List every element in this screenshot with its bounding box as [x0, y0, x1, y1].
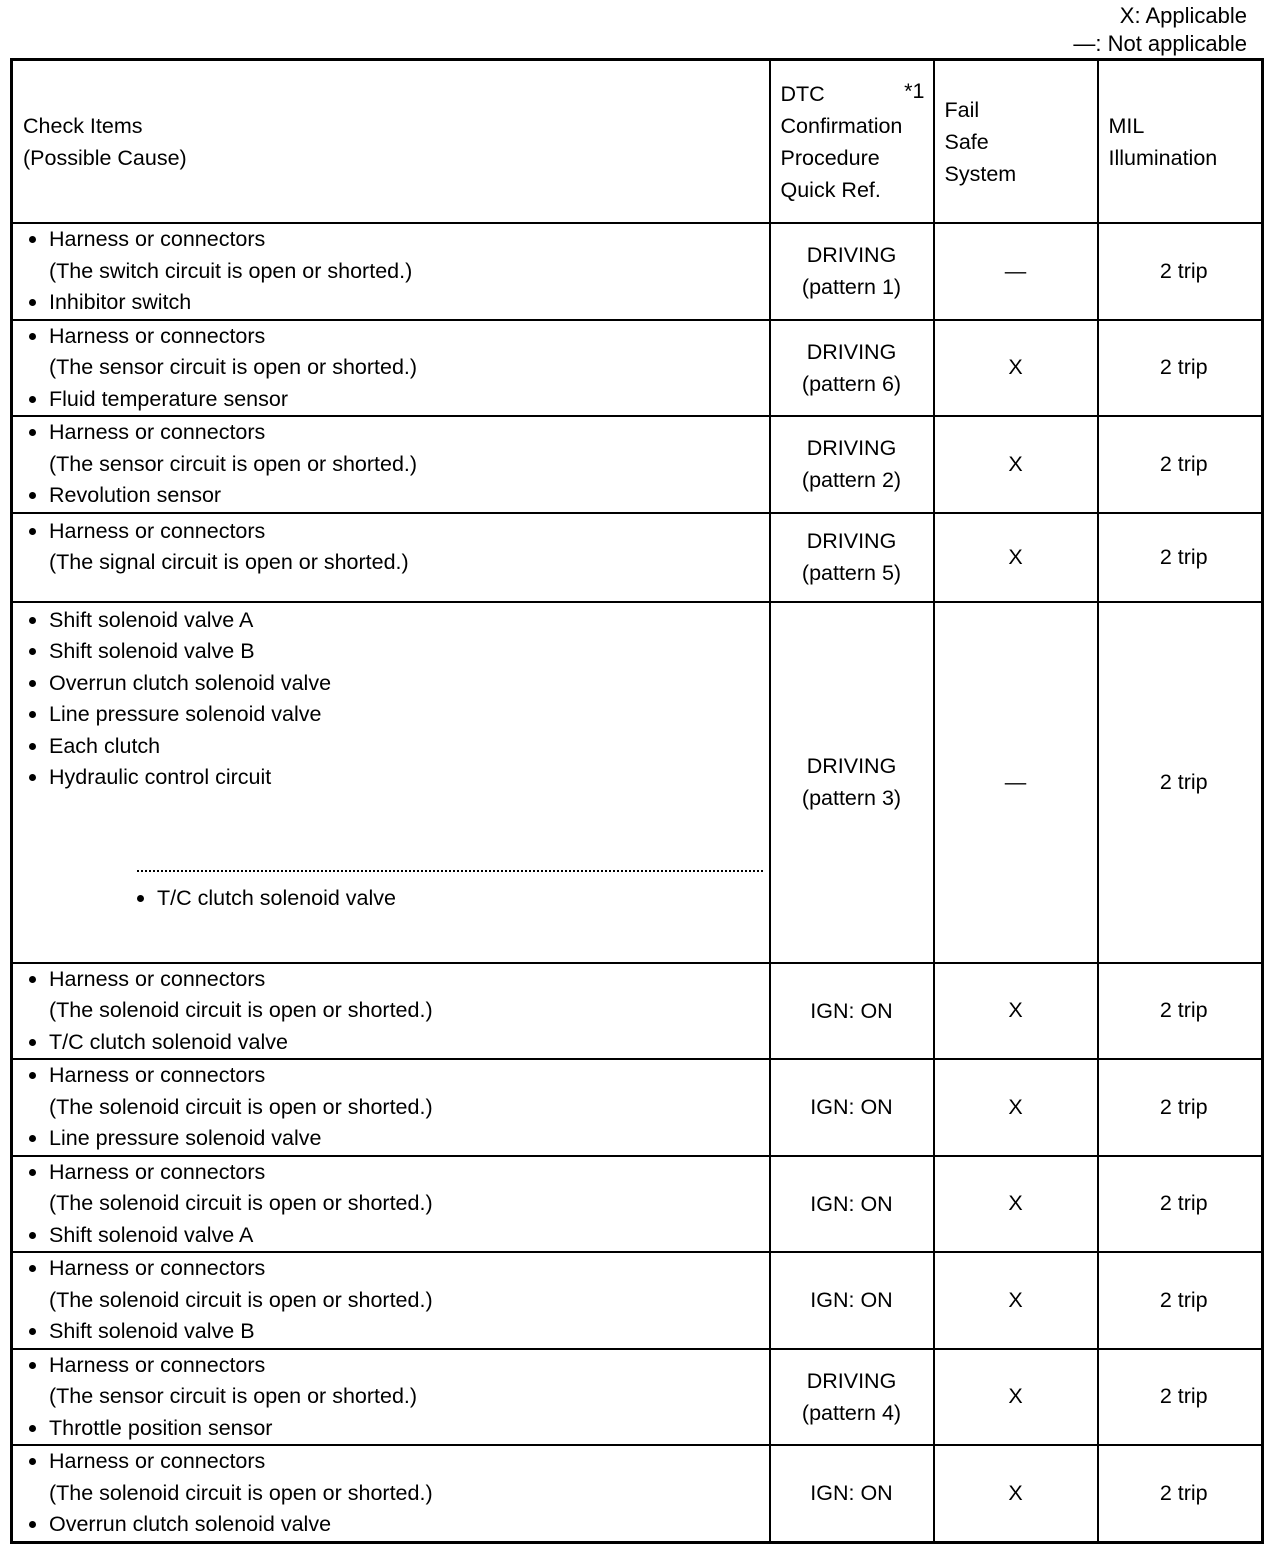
mil-cell: 2 trip — [1098, 320, 1263, 417]
check-items-cell — [12, 320, 770, 417]
header-mil-line: Illumination — [1108, 145, 1218, 170]
procedure-line: IGN: ON — [810, 1288, 893, 1313]
list-item: Shift solenoid valve A — [25, 605, 769, 637]
list-item: Harness or connectors — [25, 516, 769, 548]
procedure-cell — [770, 513, 934, 602]
list-item: Shift solenoid valve B — [25, 1316, 769, 1348]
header-check-items-line: (Possible Cause) — [23, 145, 187, 170]
header-fail-safe — [934, 60, 1098, 224]
list-item: T/C clutch solenoid valve — [25, 1027, 769, 1059]
header-dtc-line: Procedure — [780, 145, 880, 170]
list-item: Line pressure solenoid valve — [25, 1123, 769, 1155]
procedure-cell — [770, 1445, 934, 1542]
mil-cell: 2 trip — [1098, 1156, 1263, 1253]
procedure-line: DRIVING — [806, 754, 897, 778]
header-fail-safe-line: Fail — [944, 97, 980, 122]
list-item: Line pressure solenoid valve — [25, 699, 769, 731]
list-item: Hydraulic control circuit — [25, 762, 769, 794]
list-item: Throttle position sensor — [25, 1413, 769, 1445]
table-row — [12, 1252, 1263, 1349]
fail-safe-cell: X — [934, 513, 1098, 602]
procedure-line: (pattern 4) — [801, 1400, 902, 1425]
list-item-note: (The solenoid circuit is open or shorted.) — [49, 1480, 433, 1505]
mil-cell: 2 trip — [1098, 1445, 1263, 1542]
table-row — [12, 320, 1263, 417]
mil-cell: 2 trip — [1098, 1059, 1263, 1156]
fail-safe-cell: — — [934, 223, 1098, 320]
mil-cell: 2 trip — [1098, 513, 1263, 602]
fail-safe-cell: X — [934, 416, 1098, 513]
check-items-cell — [12, 223, 770, 320]
sub-list-item: T/C clutch solenoid valve — [133, 883, 396, 913]
mil-cell: 2 trip — [1098, 963, 1263, 1060]
mil-cell: 2 trip — [1098, 1252, 1263, 1349]
procedure-line: (pattern 2) — [801, 468, 902, 493]
header-fail-safe-line: Safe — [944, 129, 989, 154]
header-dtc-procedure — [770, 60, 934, 224]
list-item: Harness or connectors — [25, 417, 769, 449]
list-item: Each clutch — [25, 731, 769, 763]
list-item-note: (The solenoid circuit is open or shorted.) — [49, 1094, 433, 1119]
fail-safe-cell: X — [934, 1349, 1098, 1446]
list-item: Harness or connectors — [25, 1060, 769, 1092]
check-items-cell — [12, 602, 770, 963]
table-row — [12, 963, 1263, 1060]
procedure-line: DRIVING — [806, 243, 897, 268]
list-item: Inhibitor switch — [25, 287, 769, 319]
procedure-cell — [770, 1252, 934, 1349]
check-items-cell — [12, 513, 770, 602]
list-item-note: (The solenoid circuit is open or shorted.) — [49, 1287, 433, 1312]
check-items-cell — [12, 963, 770, 1060]
procedure-line: (pattern 6) — [801, 371, 902, 396]
legend — [1073, 2, 1247, 58]
list-item: Overrun clutch solenoid valve — [25, 668, 769, 700]
table-header-row — [12, 60, 1263, 224]
table-row — [12, 1059, 1263, 1156]
list-item-note: (The solenoid circuit is open or shorted.) — [49, 1191, 433, 1215]
procedure-line: IGN: ON — [810, 1191, 893, 1216]
procedure-line: DRIVING — [806, 529, 897, 553]
list-item: Harness or connectors — [25, 1446, 769, 1478]
procedure-cell — [770, 1156, 934, 1253]
check-items-cell — [12, 1349, 770, 1446]
header-mil-line: MIL — [1108, 113, 1145, 138]
procedure-cell — [770, 416, 934, 513]
fail-safe-cell: X — [934, 963, 1098, 1060]
header-dtc-line: Quick Ref. — [780, 177, 881, 202]
fail-safe-cell: X — [934, 1156, 1098, 1253]
header-mil — [1098, 60, 1263, 224]
table-row — [12, 602, 1263, 963]
fail-safe-cell: X — [934, 320, 1098, 417]
mil-cell: 2 trip — [1098, 602, 1263, 963]
legend-applicable: X: Applicable — [1119, 3, 1247, 28]
header-footnote-mark: *1 — [904, 79, 925, 103]
header-dtc-line: Confirmation — [780, 113, 903, 138]
procedure-line: (pattern 3) — [801, 786, 902, 810]
list-item: Harness or connectors — [25, 224, 769, 256]
list-item-note: (The signal circuit is open or shorted.) — [49, 550, 409, 574]
list-item-note: (The solenoid circuit is open or shorted.) — [49, 998, 433, 1022]
list-item: Harness or connectors — [25, 1157, 769, 1189]
procedure-cell — [770, 223, 934, 320]
procedure-cell — [770, 320, 934, 417]
table-row — [12, 513, 1263, 602]
list-item-note: (The sensor circuit is open or shorted.) — [49, 355, 418, 379]
check-items-cell — [12, 1252, 770, 1349]
list-item: Fluid temperature sensor — [25, 384, 769, 416]
table-row — [12, 1156, 1263, 1253]
procedure-cell — [770, 963, 934, 1060]
dtc-table — [10, 58, 1264, 1544]
procedure-line: IGN: ON — [810, 1481, 893, 1506]
table-row — [12, 1445, 1263, 1542]
header-dtc-line: DTC — [780, 81, 825, 106]
procedure-cell — [770, 1059, 934, 1156]
procedure-cell — [770, 602, 934, 963]
fail-safe-cell: — — [934, 602, 1098, 963]
list-item: Shift solenoid valve A — [25, 1220, 769, 1252]
list-item: Harness or connectors — [25, 321, 769, 353]
procedure-line: (pattern 5) — [801, 561, 902, 585]
header-fail-safe-line: System — [944, 161, 1017, 186]
list-item: Revolution sensor — [25, 480, 769, 512]
legend-not-applicable: —: Not applicable — [1073, 31, 1247, 56]
table-row — [12, 1349, 1263, 1446]
list-item: Harness or connectors — [25, 1253, 769, 1285]
check-items-cell — [12, 416, 770, 513]
procedure-line: DRIVING — [806, 339, 897, 364]
mil-cell: 2 trip — [1098, 416, 1263, 513]
procedure-cell — [770, 1349, 934, 1446]
check-items-cell — [12, 1445, 770, 1542]
dotted-divider — [137, 870, 763, 872]
check-items-cell — [12, 1059, 770, 1156]
check-items-cell — [12, 1156, 770, 1253]
fail-safe-cell: X — [934, 1252, 1098, 1349]
fail-safe-cell: X — [934, 1445, 1098, 1542]
list-item-note: (The switch circuit is open or shorted.) — [49, 258, 413, 283]
table-row — [12, 223, 1263, 320]
list-item: Overrun clutch solenoid valve — [25, 1509, 769, 1541]
list-item-note: (The sensor circuit is open or shorted.) — [49, 451, 418, 476]
procedure-line: IGN: ON — [810, 998, 893, 1023]
list-item-note: (The sensor circuit is open or shorted.) — [49, 1384, 418, 1408]
table-row — [12, 416, 1263, 513]
list-item: Harness or connectors — [25, 964, 769, 996]
procedure-line: DRIVING — [806, 1368, 897, 1393]
mil-cell: 2 trip — [1098, 1349, 1263, 1446]
procedure-line: IGN: ON — [810, 1095, 893, 1120]
procedure-line: DRIVING — [806, 436, 897, 461]
mil-cell: 2 trip — [1098, 223, 1263, 320]
fail-safe-cell: X — [934, 1059, 1098, 1156]
header-check-items — [12, 60, 770, 224]
list-item: Shift solenoid valve B — [25, 636, 769, 668]
procedure-line: (pattern 1) — [801, 275, 902, 300]
header-check-items-line: Check Items — [23, 113, 143, 138]
list-item: Harness or connectors — [25, 1350, 769, 1382]
